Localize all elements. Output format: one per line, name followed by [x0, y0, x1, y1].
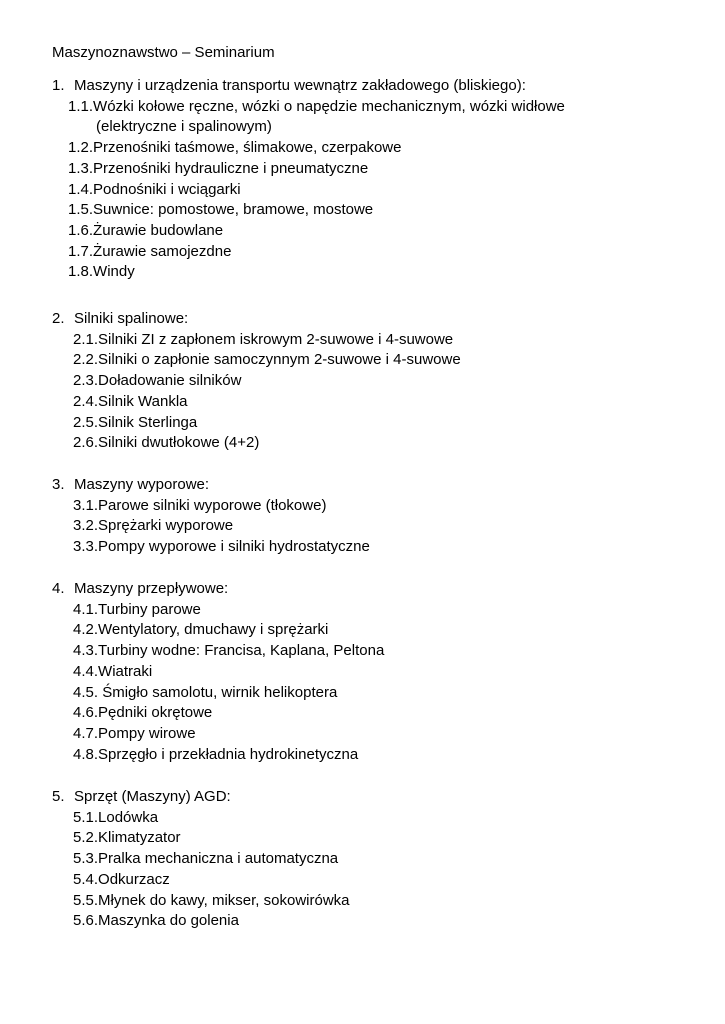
- item-number: 4.4.: [73, 662, 99, 680]
- item-text: Sprzęgło i przekładnia hydrokinetyczna: [98, 745, 359, 763]
- item-number: 4.6.: [73, 704, 99, 722]
- list-item: [73, 601, 201, 619]
- item-number: 2.6.: [73, 434, 99, 452]
- item-number: 2.5.: [73, 413, 99, 431]
- item-text: Żurawie budowlane: [93, 221, 224, 239]
- item-text: Przenośniki hydrauliczne i pneumatyczne: [93, 159, 369, 177]
- list-item: [73, 892, 350, 910]
- list-item: [68, 98, 565, 116]
- item-text: Turbiny wodne: Francisa, Kaplana, Peltona: [98, 642, 385, 660]
- item-number: 4.2.: [73, 621, 99, 639]
- item-number: 5.5.: [73, 891, 99, 909]
- item-number: 1.7.: [68, 242, 94, 260]
- list-item: [73, 704, 212, 722]
- item-text: Silnik Sterlinga: [98, 413, 198, 431]
- section-number: 3.: [52, 476, 65, 493]
- section-heading: [52, 788, 231, 806]
- list-item: [73, 725, 196, 743]
- section-number: 1.: [52, 77, 65, 94]
- section-heading: [52, 310, 188, 328]
- section-number: 5.: [52, 788, 65, 805]
- item-number: 4.8.: [73, 745, 99, 763]
- list-item: [73, 912, 239, 930]
- section-heading-text: Maszyny wyporowe:: [74, 476, 210, 493]
- item-text: Żurawie samojezdne: [93, 242, 232, 260]
- item-number: 1.4.: [68, 180, 94, 198]
- item-text: Klimatyzator: [98, 829, 181, 847]
- item-text: Maszynka do golenia: [98, 912, 239, 930]
- item-text-continuation: (elektryczne i spalinowym): [96, 118, 272, 136]
- item-text: Doładowanie silników: [98, 372, 242, 390]
- item-text: Turbiny parowe: [98, 600, 201, 618]
- section-heading: [52, 77, 526, 95]
- item-text: Śmigło samolotu, wirnik helikoptera: [98, 683, 338, 701]
- item-number: 1.8.: [68, 263, 94, 281]
- list-item: [73, 663, 152, 681]
- item-number: 4.1.: [73, 600, 99, 618]
- item-number: 1.1.: [68, 97, 94, 115]
- item-number: 2.2.: [73, 351, 99, 369]
- item-text: Odkurzacz: [98, 870, 170, 888]
- item-number: 2.4.: [73, 392, 99, 410]
- item-text: Przenośniki taśmowe, ślimakowe, czerpakowe: [93, 139, 402, 157]
- item-text: Silnik Wankla: [98, 392, 188, 410]
- list-item: [73, 414, 197, 432]
- item-text: Młynek do kawy, mikser, sokowirówka: [98, 891, 350, 909]
- list-item: [73, 393, 188, 411]
- item-number: 2.3.: [73, 372, 99, 390]
- item-text: Windy: [93, 263, 135, 281]
- list-item: [68, 139, 401, 157]
- item-number: 3.1.: [73, 496, 99, 514]
- item-number: 1.3.: [68, 159, 94, 177]
- item-number: 1.2.: [68, 139, 94, 157]
- list-item: [68, 201, 373, 219]
- item-text: Wózki kołowe ręczne, wózki o napędzie mechanicznym, wózki widłowe: [93, 97, 565, 115]
- item-number: 1.6.: [68, 221, 94, 239]
- list-item: [73, 517, 233, 535]
- list-item: [73, 684, 337, 702]
- section-heading-text: Silniki spalinowe:: [74, 310, 189, 327]
- item-number: 5.4.: [73, 870, 99, 888]
- list-item: [73, 829, 181, 847]
- item-text: Pompy wirowe: [98, 724, 196, 742]
- item-text: Wiatraki: [98, 662, 153, 680]
- item-text: Pędniki okrętowe: [98, 704, 213, 722]
- item-text: Parowe silniki wyporowe (tłokowe): [98, 496, 327, 514]
- document-title: Maszynoznawstwo – Seminarium: [52, 44, 275, 61]
- list-item: [73, 642, 384, 660]
- list-item: [68, 222, 223, 240]
- item-number: 5.2.: [73, 829, 99, 847]
- section-heading: [52, 580, 228, 598]
- list-item: [73, 850, 338, 868]
- item-number: 4.7.: [73, 724, 99, 742]
- list-item: [73, 621, 328, 639]
- item-number: 4.3.: [73, 642, 99, 660]
- list-item: [73, 746, 358, 764]
- item-text: Podnośniki i wciągarki: [93, 180, 241, 198]
- item-text: Silniki dwutłokowe (4+2): [98, 434, 260, 452]
- item-number: 4.5.: [73, 683, 99, 701]
- list-item: [73, 434, 259, 452]
- item-text: Silniki o zapłonie samoczynnym 2-suwowe i 4-suwowe: [98, 351, 461, 369]
- list-item: [73, 331, 453, 349]
- item-number: 1.5.: [68, 201, 94, 219]
- list-item: [73, 871, 170, 889]
- item-text: Lodówka: [98, 808, 159, 826]
- list-item: [68, 263, 135, 281]
- list-item: [68, 160, 368, 178]
- item-text: Pralka mechaniczna i automatyczna: [98, 850, 339, 868]
- list-item: [73, 538, 370, 556]
- item-text: Sprężarki wyporowe: [98, 517, 234, 535]
- list-item: [73, 497, 326, 515]
- item-text: Wentylatory, dmuchawy i sprężarki: [98, 621, 329, 639]
- section-heading-text: Maszyny przepływowe:: [74, 580, 229, 597]
- list-item: [73, 809, 158, 827]
- item-number: 3.3.: [73, 538, 99, 556]
- item-number: 5.3.: [73, 850, 99, 868]
- list-item: [68, 243, 231, 261]
- item-number: 5.1.: [73, 808, 99, 826]
- item-text: Suwnice: pomostowe, bramowe, mostowe: [93, 201, 374, 219]
- item-number: 2.1.: [73, 330, 99, 348]
- list-item: [73, 351, 461, 369]
- section-heading: [52, 476, 209, 494]
- list-item: [73, 372, 241, 390]
- section-heading-text: Sprzęt (Maszyny) AGD:: [74, 788, 231, 805]
- item-number: 5.6.: [73, 912, 99, 930]
- item-text: Silniki ZI z zapłonem iskrowym 2-suwowe i 4-suwowe: [98, 330, 454, 348]
- list-item: [68, 181, 241, 199]
- section-number: 2.: [52, 310, 65, 327]
- section-heading-text: Maszyny i urządzenia transportu wewnątrz zakładowego (bliskiego):: [74, 77, 526, 94]
- item-text: Pompy wyporowe i silniki hydrostatyczne: [98, 538, 370, 556]
- section-number: 4.: [52, 580, 65, 597]
- item-number: 3.2.: [73, 517, 99, 535]
